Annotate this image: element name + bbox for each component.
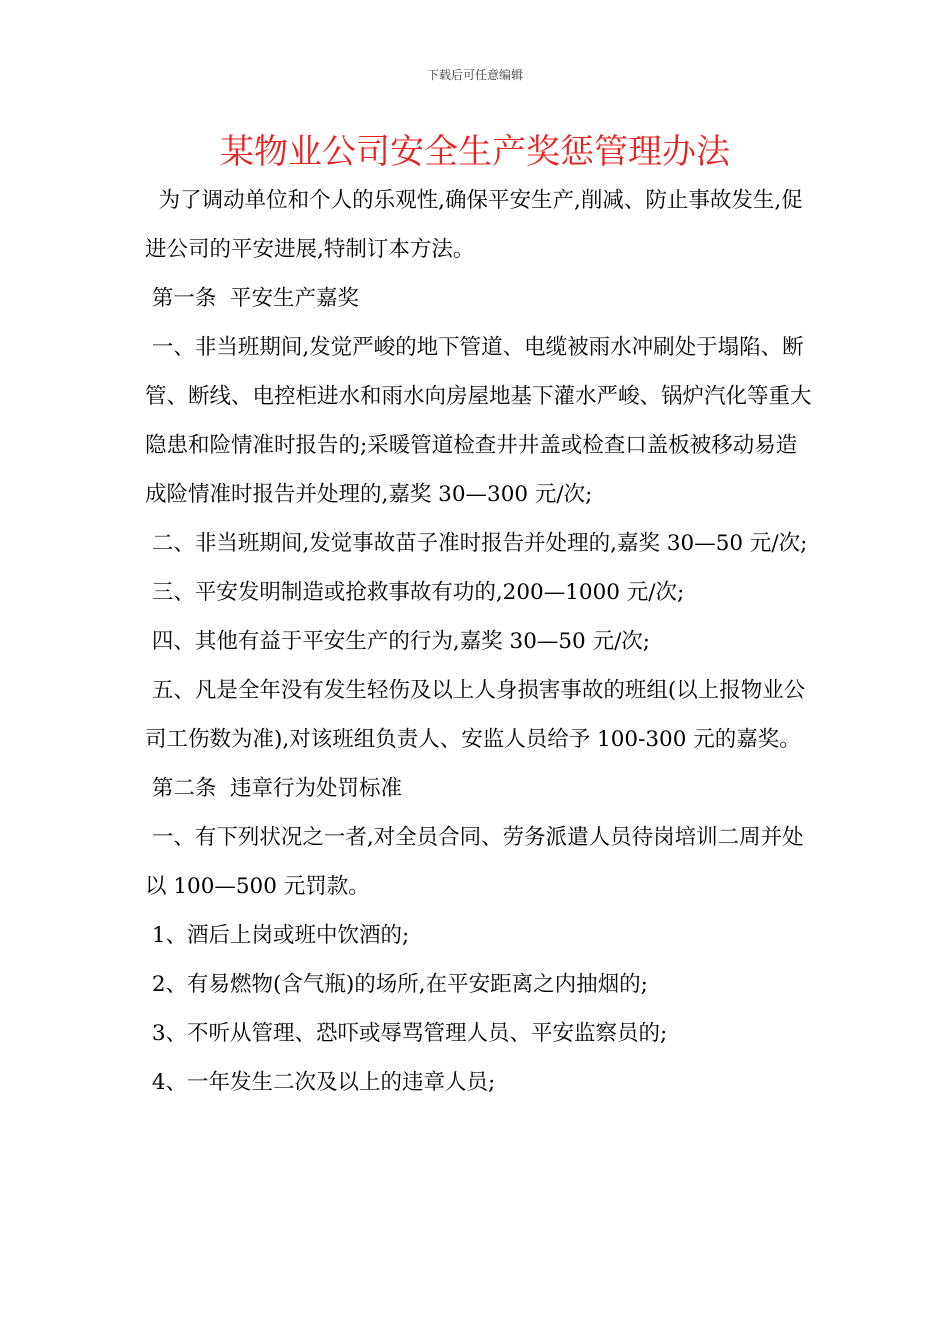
- paragraph-penalty-item-3: 3、不听从管理、恐吓或辱骂管理人员、平安监察员的;: [145, 1021, 668, 1046]
- paragraph-penalty-item-2: 2、有易燃物(含气瓶)的场所,在平安距离之内抽烟的;: [145, 972, 648, 997]
- paragraph-reward-2: 二、非当班期间,发觉事故苗子准时报告并处理的,嘉奖 30—50 元/次;: [145, 531, 808, 556]
- paragraph-reward-3: 三、平安发明制造或抢救事故有功的,200—1000 元/次;: [145, 580, 685, 605]
- paragraph-penalty-1: 一、有下列状况之一者,对全员合同、劳务派遣人员待岗培训二周并处以 100—500 元罚款。: [145, 825, 804, 899]
- document-title: 某物业公司安全生产奖惩管理办法: [220, 132, 730, 172]
- paragraph-reward-5: 五、凡是全年没有发生轻伤及以上人身损害事故的班组(以上报物业公司工伤数为准),对该班组负责人、安监人员给予 100-300 元的嘉奖。: [145, 678, 806, 752]
- paragraph-reward-4: 四、其他有益于平安生产的行为,嘉奖 30—50 元/次;: [145, 629, 651, 654]
- paragraph-penalty-item-1: 1、酒后上岗或班中饮酒的;: [145, 923, 410, 948]
- paragraph-intro: 为了调动单位和个人的乐观性,确保平安生产,削减、防止事故发生,促进公司的平安进展,特制订本方法。: [145, 188, 803, 262]
- paragraph-penalty-item-4: 4、一年发生二次及以上的违章人员;: [145, 1070, 496, 1095]
- header-note: 下载后可任意编辑: [426, 68, 523, 82]
- paragraph-article-2-heading: 第二条 违章行为处罚标准: [145, 776, 403, 801]
- document-body: [145, 176, 813, 1107]
- paragraph-reward-1: 一、非当班期间,发觉严峻的地下管道、电缆被雨水冲刷处于塌陷、断管、断线、电控柜进水和雨水向房屋地基下灌水严峻、锅炉汽化等重大隐患和险情准时报告的;采暖管道检查井井盖或检查口盖板被移动易造成险情准时报告并处理的,嘉奖 30—300 元/次;: [145, 335, 812, 507]
- paragraph-article-1-heading: 第一条 平安生产嘉奖: [145, 286, 360, 311]
